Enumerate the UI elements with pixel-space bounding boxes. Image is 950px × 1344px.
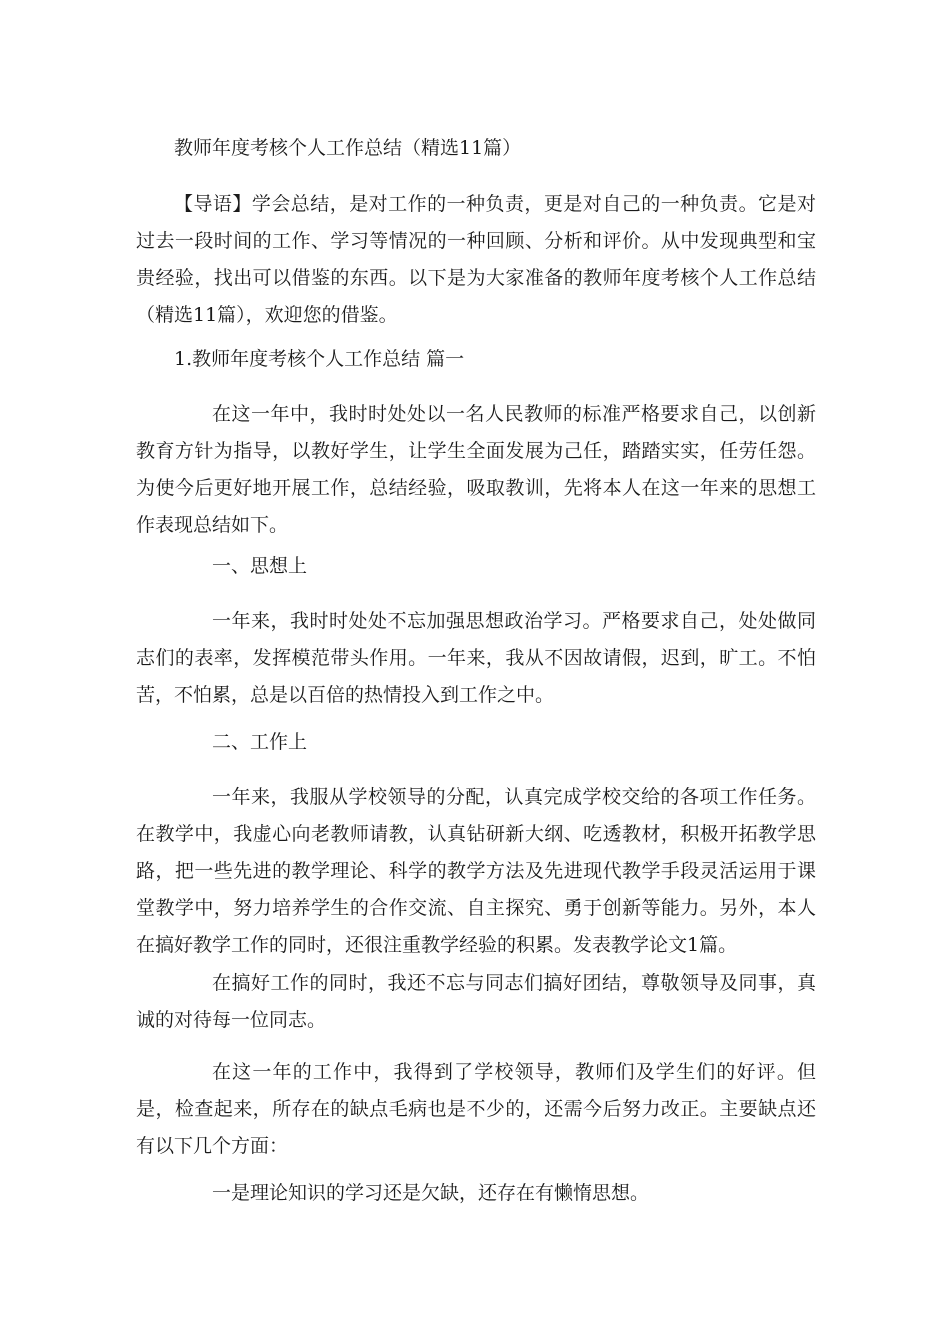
article-heading: 1.教师年度考核个人工作总结 篇一 <box>174 348 465 370</box>
section-heading-thought: 一、思想上 <box>212 555 308 577</box>
paragraph-1: 在这一年中，我时时处处以一名人民教师的标准严格要求自己，以创新教育方针为指导，以教好学生，让学生全面发展为己任，踏踏实实，任劳任怨。为使今后更好地开展工作，总结经验，吸取教训，先将本人在这一年来的思想工作表现总结如下。 <box>136 403 816 536</box>
paragraph-6: 一是理论知识的学习还是欠缺，还存在有懒惰思想。 <box>212 1182 650 1204</box>
intro-paragraph: 【导语】学会总结，是对工作的一种负责，更是对自己的一种负责。它是对过去一段时间的工作、学习等情况的一种回顾、分析和评价。从中发现典型和宝贵经验，找出可以借鉴的东西。以下是为大家准备的教师年度考核个人工作总结（精选11篇），欢迎您的借鉴。 <box>136 193 816 326</box>
paragraph-3: 一年来，我服从学校领导的分配，认真完成学校交给的各项工作任务。在教学中，我虚心向老教师请教，认真钻研新大纲、吃透教材，积极开拓教学思路，把一些先进的教学理论、科学的教学方法及先进现代教学手段灵活运用于课堂教学中，努力培养学生的合作交流、自主探究、勇于创新等能力。另外，本人在搞好教学工作的同时，还很注重教学经验的积累。发表教学论文1篇。 <box>136 786 816 956</box>
paragraph-5: 在这一年的工作中，我得到了学校领导，教师们及学生们的好评。但是，检查起来，所存在的缺点毛病也是不少的，还需今后努力改正。主要缺点还有以下几个方面： <box>136 1061 816 1157</box>
paragraph-4: 在搞好工作的同时，我还不忘与同志们搞好团结，尊敬领导及同事，真诚的对待每一位同志。 <box>136 972 816 1031</box>
section-heading-work: 二、工作上 <box>212 731 308 753</box>
paragraph-2: 一年来，我时时处处不忘加强思想政治学习。严格要求自己，处处做同志们的表率，发挥模范带头作用。一年来，我从不因故请假，迟到，旷工。不怕苦，不怕累，总是以百倍的热情投入到工作之中。 <box>136 610 816 706</box>
document-title: 教师年度考核个人工作总结（精选11篇） <box>174 137 522 159</box>
